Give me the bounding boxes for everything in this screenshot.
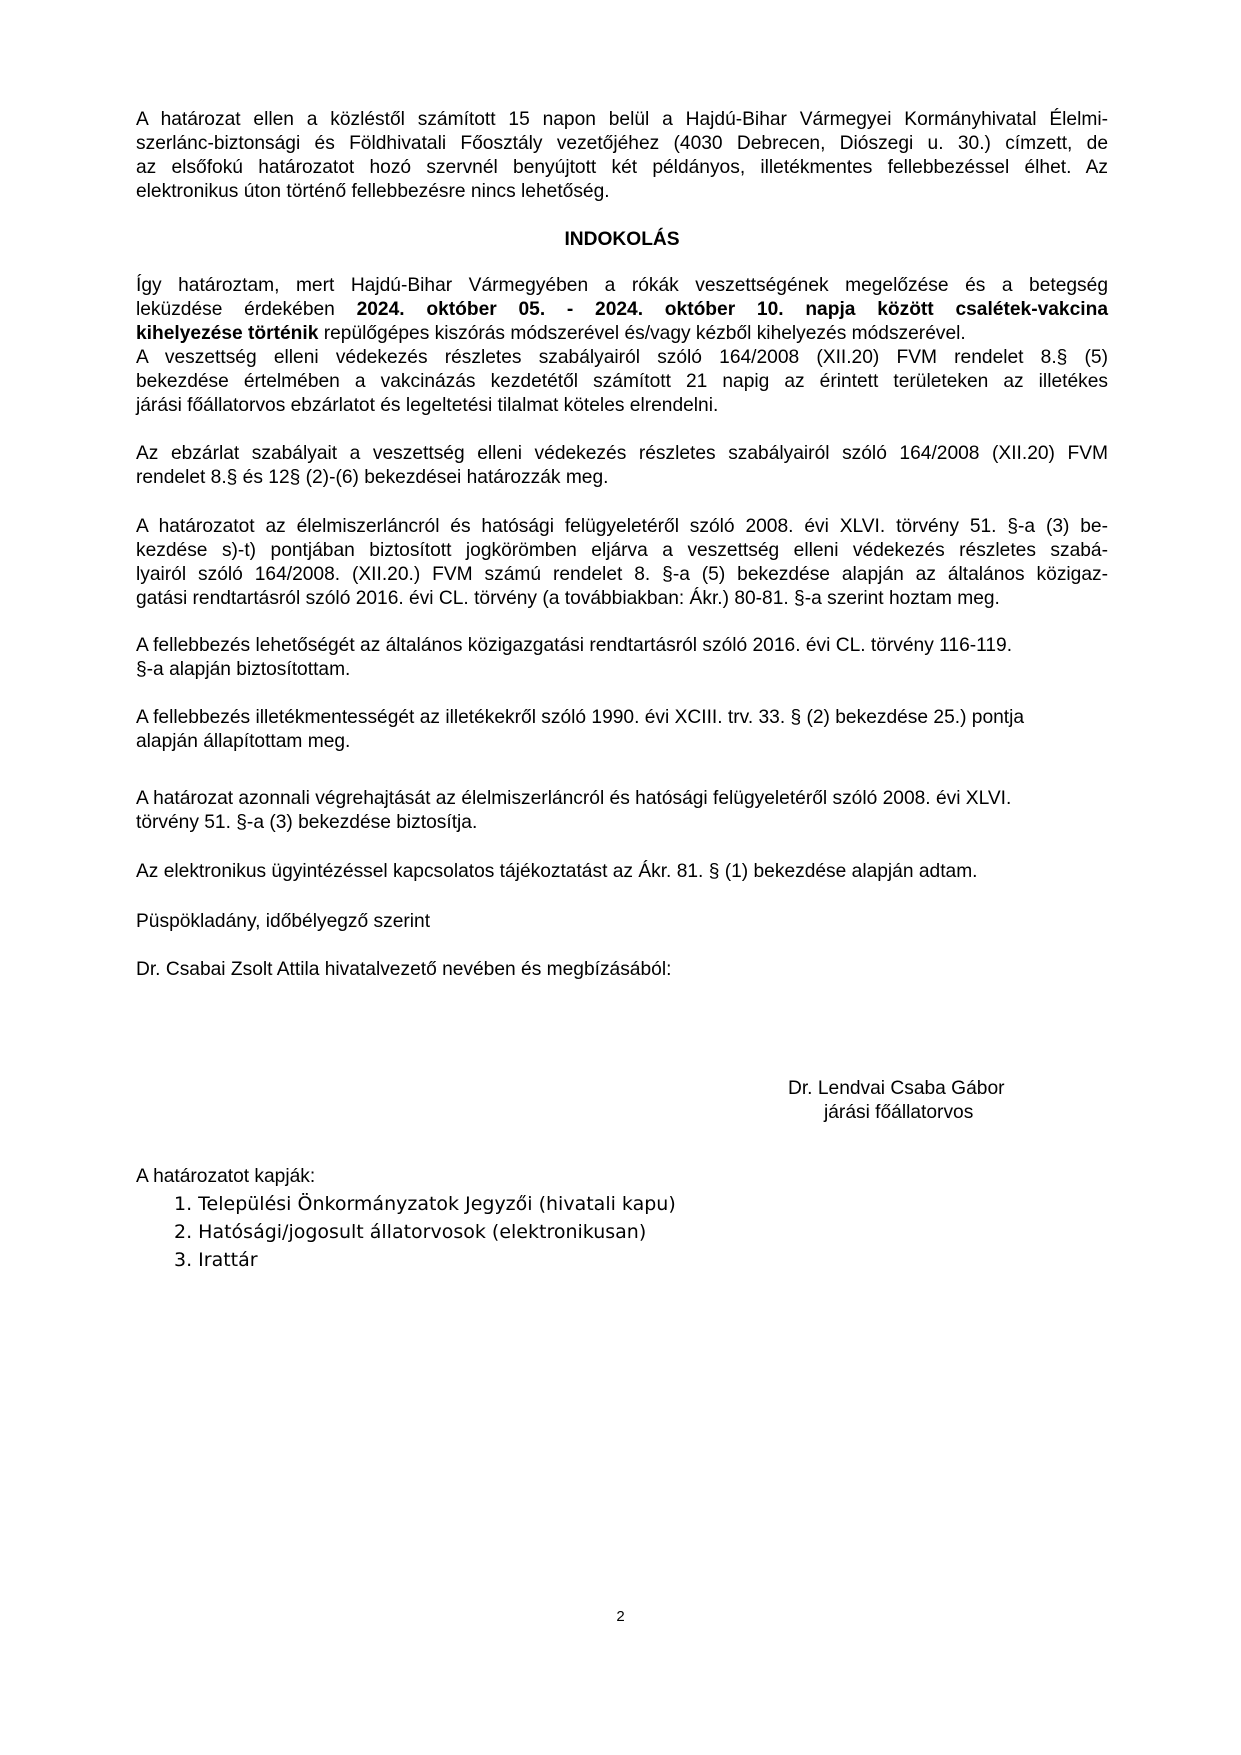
text-line: Püspökladány, időbélyegző szerint [136,911,431,932]
text-line: gatási rendtartásról szóló 2016. évi CL. törvény (a továbbiakban: Ákr.) 80-81. §-a szerint hoztam meg. [136,588,1000,609]
text-line: A fellebbezés illetékmentességét az illetékekről szóló 1990. évi XCIII. trv. 33. § (2) bekezdése 25.) pontja [136,707,1025,728]
appeal-paragraph [136,108,1108,204]
text-line: Az elektronikus ügyintézéssel kapcsolatos tájékoztatást az Ákr. 81. § (1) bekezdése alapján adtam. [136,861,978,882]
dog-lockdown-paragraph [136,442,1108,490]
text-line: alapján állapítottam meg. [136,731,351,752]
bold-dates: 2024. október 05. - 2024. október 10. napja között csalétek-vakcina [356,299,1108,320]
signatory-title: járási főállatorvos [824,1102,974,1123]
section-heading: INDOKOLÁS [564,229,680,250]
text-segment: leküzdése érdekében [136,299,357,320]
signatory-name: Dr. Lendvai Csaba Gábor [788,1078,1005,1099]
text-line: Dr. Csabai Zsolt Attila hivatalvezető nevében és megbízásából: [136,959,672,980]
list-item: 1. Települési Önkormányzatok Jegyzői (hivatali kapu) [174,1193,676,1215]
text-line: Így határoztam, mert Hajdú-Bihar Vármegyében a rókák veszettségének megelőzése és a betegség [136,275,1108,296]
text-line: A határozatot az élelmiszerláncról és hatósági felügyeletéről szóló 2008. évi XLVI. törvény 51. §-a (3) be- [136,516,1108,537]
justification-paragraph [136,274,1108,418]
on-behalf-line [136,958,1108,982]
text-line [136,298,1108,322]
text-line: szerlánc-biztonsági és Földhivatali Főosztály vezetőjéhez (4030 Debrecen, Diószegi u. 30.) címzett, de [136,133,1108,154]
page-number: 2 [616,1608,625,1625]
recipients-title: A határozatot kapják: [136,1166,316,1187]
text-line: járási főállatorvos ebzárlatot és legeltetési tilalmat köteles elrendelni. [136,395,719,416]
recipients-list [174,1190,676,1274]
text-line: Az ebzárlat szabályait a veszettség elleni védekezés részletes szabályairól szóló 164/2008 (XII.20) FVM [136,443,1108,464]
text-line: kezdése s)-t) pontjában biztosított jogkörömben eljárva a veszettség elleni védekezés részletes szabá- [136,540,1108,561]
text-line: A határozat ellen a közléstől számított 15 napon belül a Hajdú-Bihar Vármegyei Kormányhivatal Élelmi- [136,109,1108,130]
text-line: lyairól szóló 164/2008. (XII.20.) FVM számú rendelet 8. §-a (5) bekezdése alapján az általános közigaz- [136,564,1108,585]
enforcement-paragraph [136,787,1108,835]
text-line: törvény 51. §-a (3) bekezdése biztosítja. [136,812,478,833]
text-line: A határozat azonnali végrehajtását az élelmiszerláncról és hatósági felügyeletéről szóló 2008. évi XLVI. [136,788,1012,809]
text-line: az elsőfokú határozatot hozó szervnél benyújtott két példányos, illetékmentes fellebbezéssel élhet. Az [136,157,1108,178]
place-date [136,910,1108,934]
text-line: elektronikus úton történő fellebbezésre nincs lehetőség. [136,181,610,202]
fee-exemption-paragraph [136,706,1108,754]
text-line: A fellebbezés lehetőségét az általános közigazgatási rendtartásról szóló 2016. évi CL. törvény 116-119. [136,635,1013,656]
list-item: 3. Irattár [174,1249,258,1271]
text-line: §-a alapján biztosítottam. [136,659,351,680]
list-item: 2. Hatósági/jogosult állatorvosok (elektronikusan) [174,1221,647,1243]
text-line [136,322,1108,346]
text-line: bekezdése értelmében a vakcinázás kezdetétől számított 21 napig az érintett területeken az illetékes [136,371,1108,392]
text-segment: repülőgépes kiszórás módszerével és/vagy kézből kihelyezés módszerével. [318,323,966,344]
signature-block [700,1077,1100,1125]
appeal-basis-paragraph [136,634,1108,682]
legal-basis-paragraph [136,515,1108,611]
electronic-info-paragraph [136,860,1108,884]
text-line: A veszettség elleni védekezés részletes szabályairól szóló 164/2008 (XII.20) FVM rendelet 8.§ (5) [136,347,1108,368]
text-line: rendelet 8.§ és 12§ (2)-(6) bekezdései határozzák meg. [136,467,609,488]
bold-text: kihelyezése történik [136,323,319,344]
